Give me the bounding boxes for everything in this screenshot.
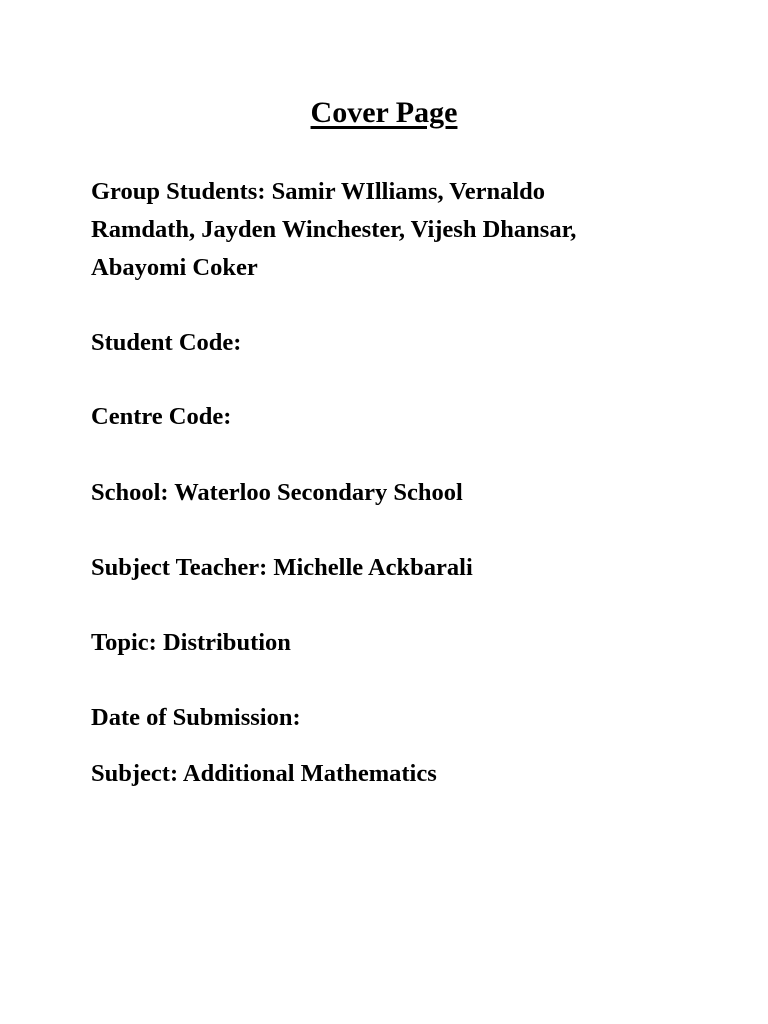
school-field	[91, 474, 691, 512]
student-code-label: Student Code:	[91, 329, 242, 356]
student-code-field	[91, 324, 691, 362]
subject-label: Subject:	[91, 760, 179, 787]
date-of-submission-field	[91, 699, 691, 737]
centre-code-label: Centre Code:	[91, 403, 232, 430]
subject-teacher-value: Michelle Ackbarali	[273, 554, 473, 581]
group-students-label: Group Students:	[91, 178, 266, 205]
centre-code-field	[91, 398, 691, 436]
topic-field	[91, 624, 691, 662]
subject-field	[91, 755, 691, 793]
subject-teacher-label: Subject Teacher:	[91, 554, 268, 581]
group-students-field	[91, 173, 631, 287]
topic-label: Topic:	[91, 629, 157, 656]
school-value: Waterloo Secondary School	[174, 479, 463, 506]
subject-teacher-field	[91, 549, 691, 587]
date-of-submission-label: Date of Submission:	[91, 704, 301, 731]
page-title: Cover Page	[310, 96, 458, 129]
school-label: School:	[91, 479, 169, 506]
subject-value: Additional Mathematics	[182, 760, 437, 787]
group-students-value: Samir WIlliams, Vernaldo Ramdath, Jayden Winchester, Vijesh Dhansar, Abayomi Coker	[91, 178, 577, 281]
topic-value: Distribution	[162, 629, 291, 656]
